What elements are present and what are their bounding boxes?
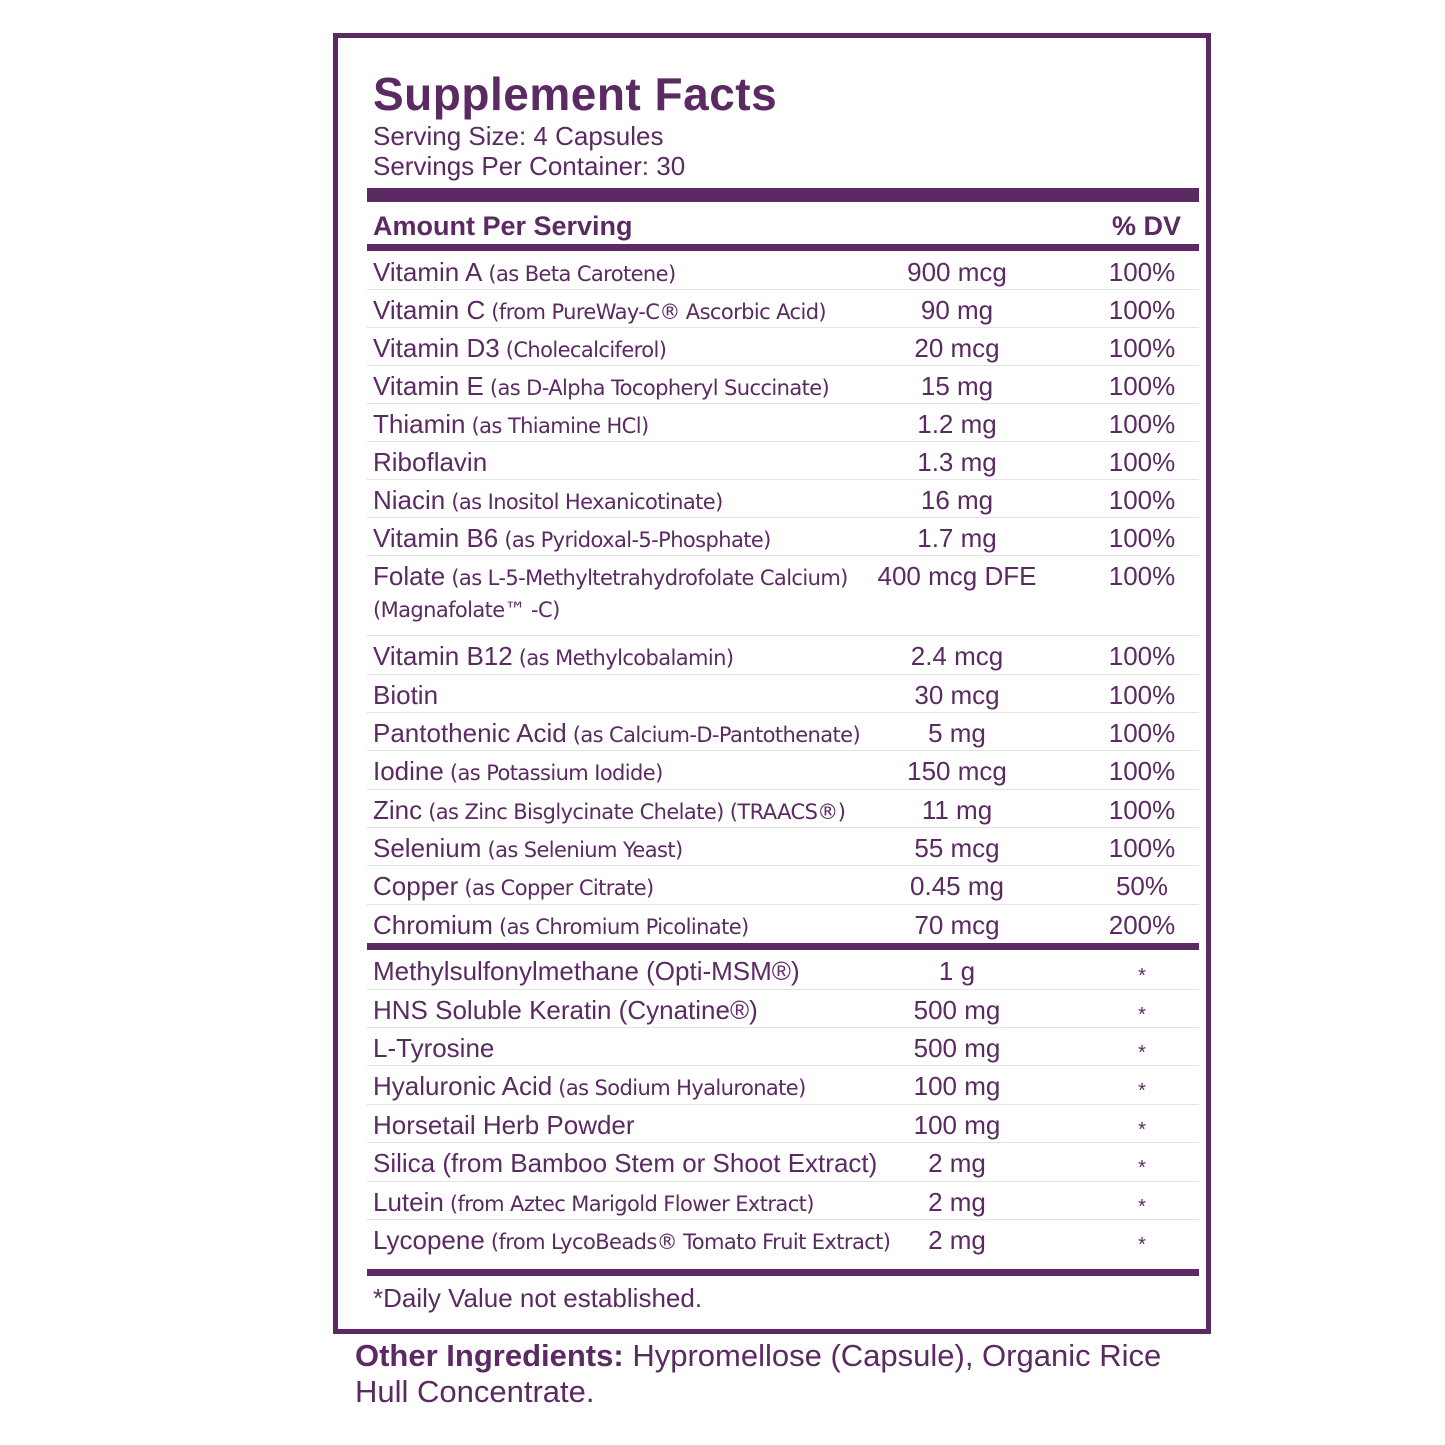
ingredient-name bbox=[373, 1187, 913, 1219]
dv-cell: 100% bbox=[1108, 523, 1176, 553]
ingredient-source: (from LycoBeads® Tomato Fruit Extract) bbox=[484, 1230, 891, 1254]
ingredient-source: (as Zinc Bisglycinate Chelate) (TRAACS®) bbox=[422, 800, 846, 824]
dv-cell: 100% bbox=[1108, 371, 1176, 401]
ingredient-label: Riboflavin bbox=[373, 447, 488, 477]
mid-divider bbox=[367, 943, 1199, 950]
table-row bbox=[367, 828, 1199, 866]
ingredient-label: L-Tyrosine bbox=[373, 1033, 495, 1063]
ingredient-source: (as Copper Citrate) bbox=[458, 876, 654, 900]
amount-cell: 900 mcg bbox=[907, 257, 1007, 287]
table-row bbox=[367, 480, 1199, 518]
dv-cell: 100% bbox=[1108, 795, 1176, 825]
ingredient-name bbox=[373, 795, 913, 827]
dv-cell: * bbox=[1138, 1234, 1146, 1256]
amount-cell: 1 g bbox=[938, 956, 976, 986]
amount-cell: 2 mg bbox=[928, 1148, 986, 1178]
ingredient-source: (Cholecalciferol) bbox=[499, 338, 667, 362]
ingredient-label: Methylsulfonylmethane (Opti-MSM®) bbox=[373, 956, 800, 986]
ingredient-source: (as Calcium-D-Pantothenate) bbox=[566, 723, 861, 747]
ingredient-name bbox=[373, 333, 913, 365]
top-divider bbox=[367, 188, 1199, 202]
ingredient-label: Hyaluronic Acid bbox=[373, 1071, 553, 1101]
ingredient-name bbox=[373, 523, 913, 555]
table-row bbox=[367, 751, 1199, 790]
amount-cell: 1.3 mg bbox=[917, 447, 997, 477]
amount-cell: 11 mg bbox=[921, 795, 993, 825]
serving-size: Serving Size: 4 Capsules bbox=[373, 121, 664, 151]
table-row bbox=[367, 1105, 1199, 1143]
ingredient-name bbox=[373, 295, 913, 327]
ingredient-name bbox=[373, 833, 913, 865]
dv-cell: * bbox=[1138, 965, 1146, 987]
ingredient-name bbox=[373, 1225, 913, 1257]
bottom-divider bbox=[367, 1269, 1199, 1276]
dv-cell: * bbox=[1138, 1004, 1146, 1026]
ingredient-source: (from PureWay-C® Ascorbic Acid) bbox=[485, 300, 827, 324]
table-row bbox=[367, 951, 1199, 990]
footnote: *Daily Value not established. bbox=[373, 1283, 703, 1313]
other-ingredients-text: Hypromellose (Capsule), Organic Rice Hull Concentrate. bbox=[355, 1338, 1162, 1409]
amount-cell: 0.45 mg bbox=[910, 871, 1004, 901]
amount-header: Amount Per Serving bbox=[373, 211, 633, 241]
amount-cell: 20 mcg bbox=[914, 333, 1000, 363]
dv-cell: 100% bbox=[1108, 333, 1176, 363]
amount-cell: 16 mg bbox=[920, 485, 994, 515]
dv-cell: 100% bbox=[1108, 561, 1176, 591]
table-row bbox=[367, 366, 1199, 404]
ingredient-name bbox=[373, 485, 913, 517]
dv-cell: 100% bbox=[1108, 718, 1176, 748]
ingredient-label: Copper bbox=[373, 871, 459, 901]
ingredient-source: (from Aztec Marigold Flower Extract) bbox=[443, 1192, 814, 1216]
ingredient-name bbox=[373, 641, 913, 673]
ingredient-source: (as Chromium Picolinate) bbox=[492, 915, 749, 939]
ingredient-name bbox=[373, 1033, 913, 1065]
ingredient-name bbox=[373, 680, 913, 712]
ingredient-label: Lycopene bbox=[373, 1225, 485, 1255]
ingredient-name bbox=[373, 871, 913, 903]
ingredient-name bbox=[373, 257, 913, 289]
amount-cell: 150 mcg bbox=[907, 756, 1007, 786]
ingredient-source: (as D-Alpha Tocopheryl Succinate) bbox=[483, 376, 830, 400]
ingredient-name bbox=[373, 1148, 913, 1180]
ingredient-label: Vitamin B12 bbox=[373, 641, 513, 671]
table-row bbox=[367, 1066, 1199, 1105]
ingredient-name bbox=[373, 447, 913, 479]
ingredient-label: Chromium bbox=[373, 910, 493, 940]
ingredient-label: Iodine bbox=[373, 756, 444, 786]
ingredient-name bbox=[373, 756, 913, 788]
dv-cell: * bbox=[1138, 1196, 1146, 1218]
ingredient-label: Biotin bbox=[373, 680, 439, 710]
table-row bbox=[367, 1028, 1199, 1066]
dv-cell: 100% bbox=[1108, 756, 1176, 786]
ingredient-label: Thiamin bbox=[373, 409, 466, 439]
dv-cell: * bbox=[1138, 1080, 1146, 1102]
table-row bbox=[367, 990, 1199, 1028]
ingredient-name bbox=[373, 561, 913, 625]
other-ingredients bbox=[355, 1338, 1175, 1410]
ingredient-label: HNS Soluble Keratin (Cynatine®) bbox=[373, 995, 758, 1025]
ingredient-label: Silica (from Bamboo Stem or Shoot Extract) bbox=[373, 1148, 878, 1178]
amount-cell: 2 mg bbox=[928, 1187, 986, 1217]
ingredient-name bbox=[373, 995, 913, 1027]
ingredient-label: Selenium bbox=[373, 833, 482, 863]
ingredient-source: (as L-5-Methyltetrahydrofolate Calcium)(Magnafolate™ -C) bbox=[373, 566, 848, 622]
ingredient-name bbox=[373, 371, 913, 403]
dv-cell: 100% bbox=[1108, 409, 1176, 439]
table-row bbox=[367, 905, 1199, 942]
ingredient-name bbox=[373, 956, 913, 988]
ingredient-name bbox=[373, 409, 913, 441]
header-divider bbox=[367, 244, 1199, 251]
dv-cell: 100% bbox=[1108, 295, 1176, 325]
ingredient-source: (as Potassium Iodide) bbox=[443, 761, 663, 785]
table-row bbox=[367, 518, 1199, 556]
amount-cell: 100 mg bbox=[913, 1110, 1001, 1140]
amount-cell: 100 mg bbox=[913, 1071, 1001, 1101]
ingredient-label: Zinc bbox=[373, 795, 423, 825]
dv-cell: 100% bbox=[1108, 485, 1176, 515]
table-row bbox=[367, 866, 1199, 905]
ingredient-name bbox=[373, 1071, 913, 1103]
panel-title: Supplement Facts bbox=[373, 68, 778, 120]
table-row bbox=[367, 442, 1199, 480]
table-row bbox=[367, 1220, 1199, 1258]
ingredient-label: Vitamin C bbox=[373, 295, 486, 325]
table-row bbox=[367, 556, 1199, 636]
amount-cell: 55 mcg bbox=[914, 833, 1000, 863]
table-row bbox=[367, 404, 1199, 442]
vitamin-list bbox=[367, 252, 1199, 942]
amount-cell: 500 mg bbox=[913, 1033, 1001, 1063]
table-row bbox=[367, 1143, 1199, 1182]
dv-cell: * bbox=[1138, 1119, 1146, 1141]
amount-cell: 1.7 mg bbox=[917, 523, 997, 553]
amount-cell: 5 mg bbox=[928, 718, 986, 748]
ingredient-source: (as Selenium Yeast) bbox=[481, 838, 683, 862]
ingredient-source: (as Thiamine HCl) bbox=[465, 414, 649, 438]
dv-cell: 200% bbox=[1108, 910, 1176, 940]
supplement-facts-panel bbox=[333, 33, 1211, 1334]
dv-cell: 100% bbox=[1108, 257, 1176, 287]
dv-cell: 100% bbox=[1108, 680, 1176, 710]
amount-cell: 70 mcg bbox=[914, 910, 1000, 940]
ingredient-source: (as Inositol Hexanicotinate) bbox=[445, 490, 723, 514]
table-row bbox=[367, 252, 1199, 290]
table-row bbox=[367, 675, 1199, 713]
dv-cell: 50% bbox=[1115, 871, 1169, 901]
servings-per-container: Servings Per Container: 30 bbox=[373, 151, 686, 181]
table-row bbox=[367, 790, 1199, 828]
table-row bbox=[367, 713, 1199, 751]
amount-cell: 15 mg bbox=[920, 371, 994, 401]
dv-header: % DV bbox=[1111, 211, 1181, 241]
other-ingredients-heading: Other Ingredients: bbox=[355, 1338, 624, 1373]
dv-cell: 100% bbox=[1108, 833, 1176, 863]
ingredient-label: Niacin bbox=[373, 485, 446, 515]
ingredient-label: Pantothenic Acid bbox=[373, 718, 567, 748]
amount-cell: 2 mg bbox=[928, 1225, 986, 1255]
amount-cell: 400 mcg DFE bbox=[877, 561, 1037, 591]
ingredient-source: (as Pyridoxal-5-Phosphate) bbox=[498, 528, 771, 552]
ingredient-name bbox=[373, 1110, 913, 1142]
ingredient-source: (as Beta Carotene) bbox=[482, 262, 676, 286]
amount-cell: 2.4 mcg bbox=[910, 641, 1004, 671]
table-row bbox=[367, 1182, 1199, 1220]
ingredient-source: (as Methylcobalamin) bbox=[512, 646, 734, 670]
ingredient-label: Vitamin E bbox=[373, 371, 484, 401]
ingredient-label: Vitamin B6 bbox=[373, 523, 499, 553]
table-row bbox=[367, 636, 1199, 675]
ingredient-name bbox=[373, 910, 913, 942]
ingredient-label: Horsetail Herb Powder bbox=[373, 1110, 635, 1140]
ingredient-label: Vitamin A bbox=[373, 257, 483, 287]
amount-cell: 90 mg bbox=[920, 295, 994, 325]
ingredient-label: Folate bbox=[373, 561, 446, 591]
dv-cell: 100% bbox=[1108, 447, 1176, 477]
amount-cell: 500 mg bbox=[913, 995, 1001, 1025]
dv-cell: * bbox=[1138, 1157, 1146, 1179]
dv-cell: * bbox=[1138, 1042, 1146, 1064]
ingredient-label: Lutein bbox=[373, 1187, 444, 1217]
ingredient-label: Vitamin D3 bbox=[373, 333, 500, 363]
ingredient-source: (as Sodium Hyaluronate) bbox=[552, 1076, 806, 1100]
ingredient-name bbox=[373, 718, 913, 750]
amount-cell: 30 mcg bbox=[914, 680, 1000, 710]
table-row bbox=[367, 328, 1199, 366]
dv-cell: 100% bbox=[1108, 641, 1176, 671]
other-ingredient-list bbox=[367, 951, 1199, 1258]
table-row bbox=[367, 290, 1199, 328]
amount-cell: 1.2 mg bbox=[917, 409, 997, 439]
